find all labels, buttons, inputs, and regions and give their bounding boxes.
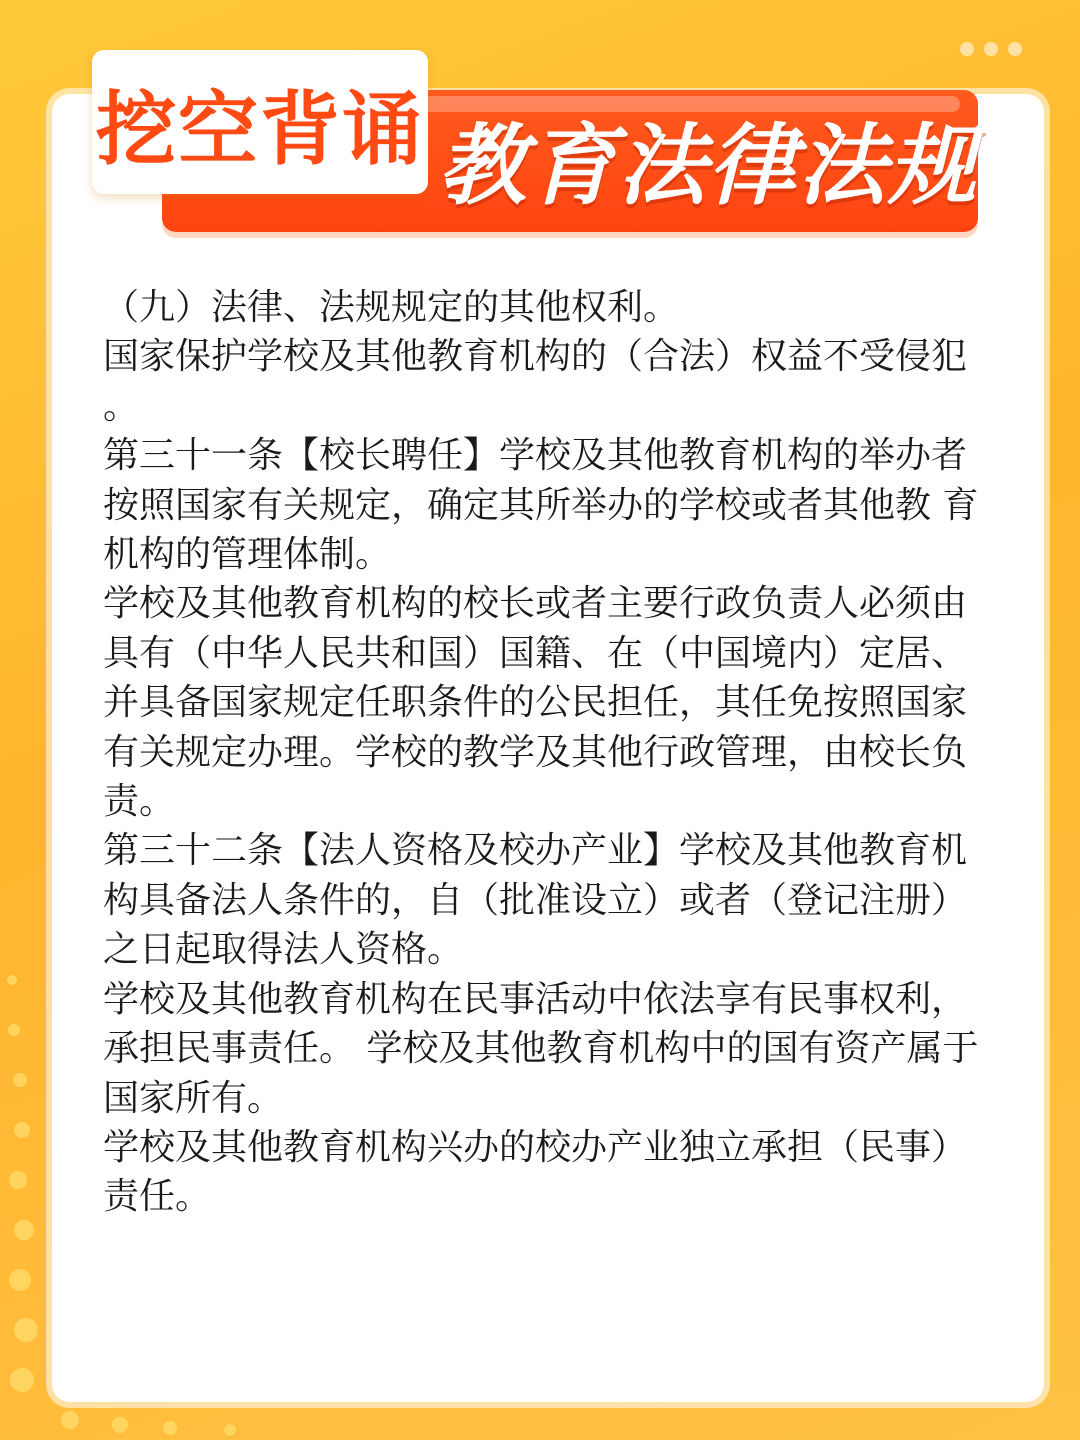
- paragraph: 第三十一条【校长聘任】学校及其他教育机构的举办者按照国家有关规定，确定其所举办的学校或者其他教 育机构的管理体制。: [103, 435, 979, 576]
- paragraph: 国家保护学校及其他教育机构的（合法）权益不受侵犯。: [103, 336, 968, 427]
- paragraph: 学校及其他教育机构的校长或者主要行政负责人必须由具有（中华人民共和国）国籍、在（中国境内）定居、 并具备国家规定任职条件的公民担任，其任免按照国家有关规定办理。学校的教学及其他行政管理，由校长负责。: [103, 583, 968, 823]
- paragraph: 学校及其他教育机构在民事活动中依法享有民事权利，承担民事责任。 学校及其他教育机构中的国有资产属于国家所有。: [103, 978, 979, 1119]
- paragraph: （九）法律、法规规定的其他权利。: [103, 287, 680, 328]
- decorative-dot: [1008, 42, 1022, 56]
- page-subtitle: 教育法律法规: [438, 114, 979, 217]
- body-text: [103, 283, 991, 1222]
- decorative-dot: [960, 42, 974, 56]
- page-title: 挖空背诵: [96, 82, 424, 176]
- decorative-dot: [984, 42, 998, 56]
- decorative-dots: [960, 42, 1022, 56]
- paragraph: 第三十二条【法人资格及校办产业】学校及其他教育机构具备法人条件的，自（批准设立）或者（登记注册） 之日起取得法人资格。: [103, 830, 968, 971]
- paragraph: 学校及其他教育机构兴办的校办产业独立承担（民事）责任。: [103, 1126, 968, 1218]
